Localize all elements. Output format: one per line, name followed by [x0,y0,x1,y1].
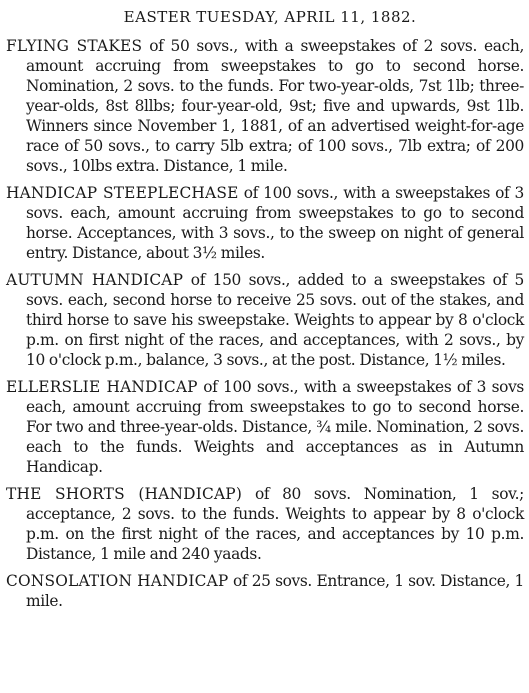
race-conditions: of 150 sovs., added to a sweepstakes of 5 sovs. each, second horse to receive 25 sovs. out of the stakes, and third horse to save his sweepstake. Weights to appear by 8 o'clock p.m. on first night of the races, and acceptances, with 2 sovs., by 10 o'clock p.m., balance, 3 sovs., at the post. Distance, 1½ miles. [26,271,524,369]
race-entry-ellerslie-handicap [6,377,524,477]
race-name: FLYING STAKES [6,37,143,55]
race-name: CONSOLATION HANDICAP [6,572,229,590]
race-conditions: of 80 sovs. Nomination, 1 sov.; acceptance, 2 sovs. to the funds. Weights to appear by 8 o'clock p.m. on the first night of the races, and acceptances by 10 p.m. Distance, 1 mile and 240 yaads. [26,485,524,563]
race-name: THE SHORTS (HANDICAP) [6,485,243,503]
race-entry-handicap-steeplechase [6,183,524,263]
race-name: HANDICAP STEEPLECHASE [6,184,239,202]
race-entry-consolation-handicap [6,571,524,611]
race-name: ELLERSLIE HANDICAP [6,378,198,396]
race-conditions: of 25 sovs. Entrance, 1 sov. Distance, 1 mile. [26,572,524,610]
page-heading: EASTER TUESDAY, APRIL 11, 1882. [123,8,417,26]
race-conditions: of 100 sovs., with a sweepstakes of 3 sovs each, amount accruing from sweepstakes to go to second horse. For two and three-year-olds. Distance, ¾ mile. Nomination, 2 sovs. each to the funds. Weights and acceptances as in Autumn Handicap. [26,378,524,476]
race-conditions: of 100 sovs., with a sweepstakes of 3 sovs. each, amount accruing from sweepstakes to go to second horse. Acceptances, with 3 sovs., to the sweep on night of general entry. Distance, about 3½ miles. [26,184,524,262]
race-entry-flying-stakes [6,36,524,176]
race-entry-the-shorts [6,484,524,564]
race-conditions: of 50 sovs., with a sweepstakes of 2 sovs. each, amount accruing from sweepstakes to go to second horse. Nomination, 2 sovs. to the funds. For two-year-olds, 7st 1lb; three-year-olds, 8st 8llbs; four-year-old, 9st; five and upwards, 9st 1lb. Winners since November 1, 1881, of an advertised weight-for-age race of 50 sovs., to carry 5lb extra; of 100 sovs., 7lb extra; of 200 sovs., 10lbs extra. Distance, 1 mile. [26,37,524,175]
race-entry-autumn-handicap [6,270,524,370]
race-name: AUTUMN HANDICAP [6,271,184,289]
